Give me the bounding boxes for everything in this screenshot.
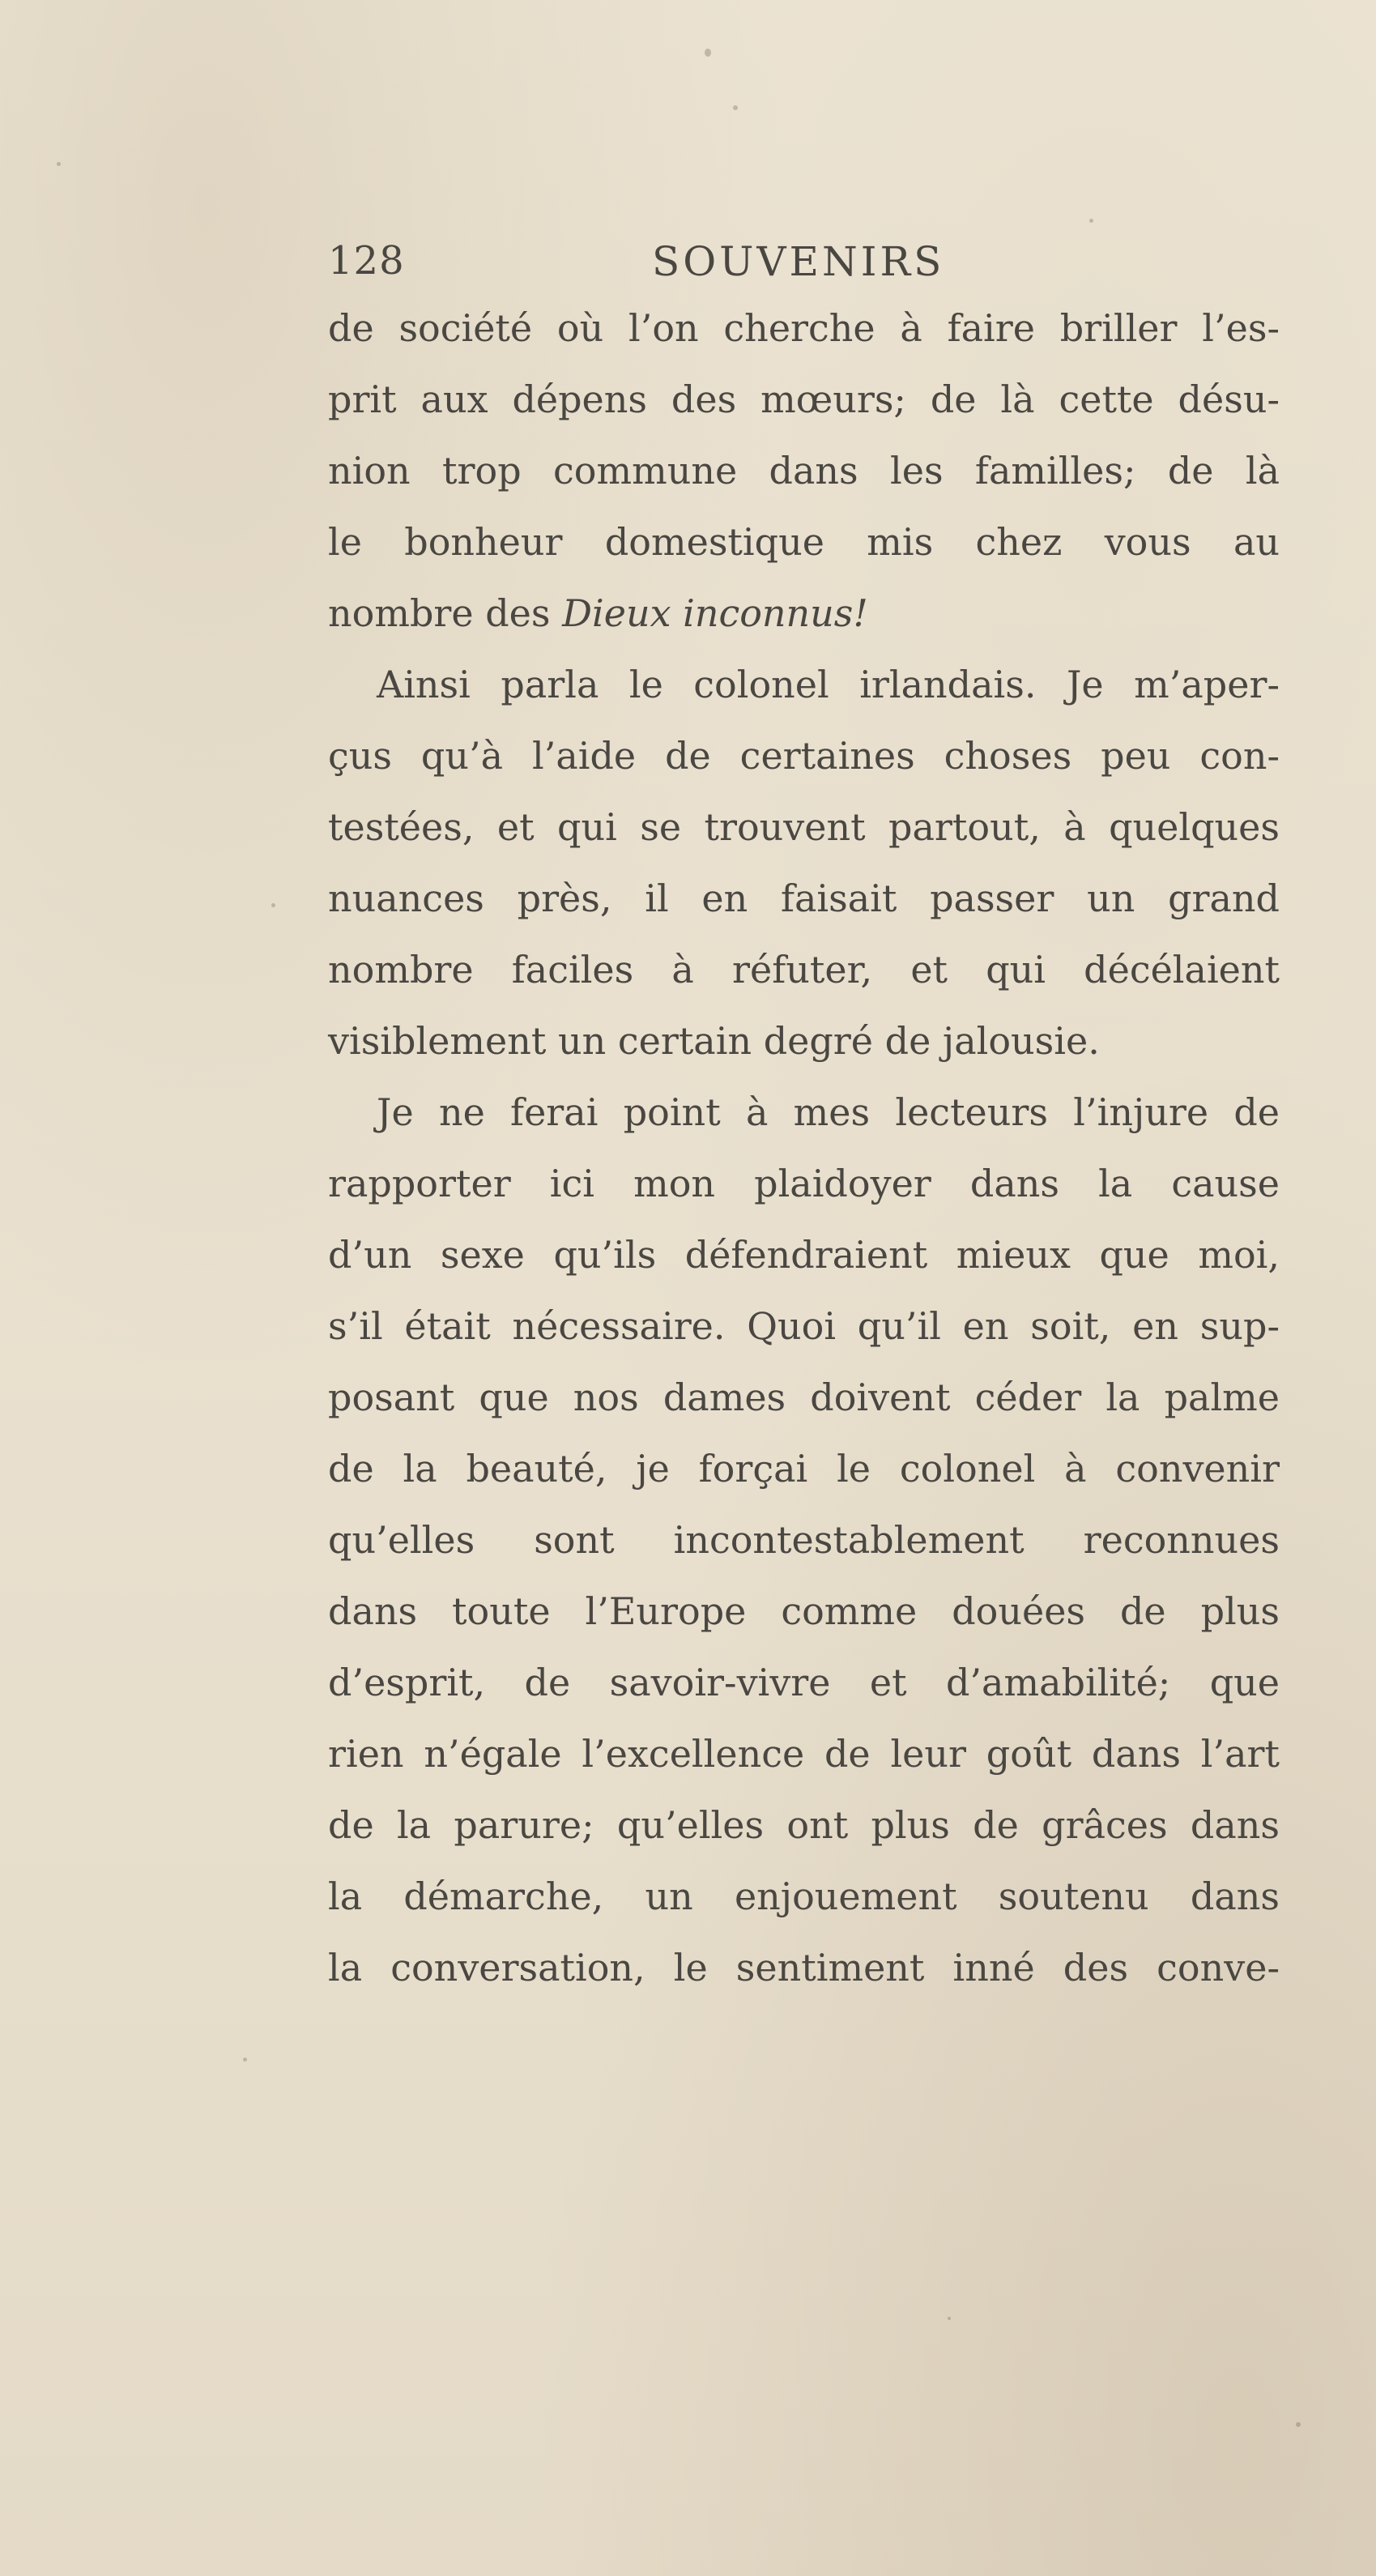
text-line: posant que nos dames doivent céder la palme bbox=[328, 1375, 1280, 1419]
body-text bbox=[328, 292, 1280, 2003]
running-title: SOUVENIRS bbox=[652, 238, 945, 285]
page-number: 128 bbox=[328, 238, 405, 284]
text-line: rapporter ici mon plaidoyer dans la cause bbox=[328, 1162, 1280, 1205]
paragraph-first-line: Je ne ferai point à mes lecteurs l’injure de bbox=[377, 1090, 1280, 1134]
text-line: s’il était nécessaire. Quoi qu’il en soit, en sup- bbox=[328, 1304, 1280, 1348]
text-line: nuances près, il en faisait passer un grand bbox=[328, 876, 1280, 920]
text-line: çus qu’à l’aide de certaines choses peu con- bbox=[328, 734, 1280, 778]
page-header bbox=[328, 232, 1280, 292]
italic-phrase: Dieux inconnus! bbox=[562, 591, 868, 635]
text-line: testées, et qui se trouvent partout, à quelques bbox=[328, 805, 1280, 849]
text-line: qu’elles sont incontestablement reconnues bbox=[328, 1518, 1280, 1562]
paper-speck bbox=[1296, 2422, 1301, 2427]
text-line: le bonheur domestique mis chez vous au bbox=[328, 520, 1280, 564]
text-line: visiblement un certain degré de jalousie. bbox=[328, 1019, 1100, 1063]
text-line: nion trop commune dans les familles; de là bbox=[328, 449, 1280, 493]
paper-speck bbox=[271, 903, 275, 907]
text-line: la démarche, un enjouement soutenu dans bbox=[328, 1874, 1280, 1918]
text-segment: nombre des bbox=[328, 591, 563, 635]
paper-speck bbox=[243, 2058, 247, 2062]
paper-speck bbox=[948, 2317, 951, 2320]
text-line: de société où l’on cherche à faire briller l’es- bbox=[328, 306, 1280, 350]
text-line: d’un sexe qu’ils défendraient mieux que moi, bbox=[328, 1233, 1280, 1277]
text-line: de la beauté, je forçai le colonel à convenir bbox=[328, 1447, 1280, 1491]
text-block bbox=[328, 232, 1280, 2003]
paper-speck bbox=[1089, 219, 1093, 223]
text-line: dans toute l’Europe comme douées de plus bbox=[328, 1589, 1280, 1633]
text-line: rien n’égale l’excellence de leur goût dans l’art bbox=[328, 1732, 1280, 1776]
text-line: la conversation, le sentiment inné des conve- bbox=[328, 1946, 1280, 1990]
text-line: de la parure; qu’elles ont plus de grâces dans bbox=[328, 1803, 1280, 1847]
paper-speck bbox=[57, 162, 61, 166]
text-line: d’esprit, de savoir-vivre et d’amabilité; que bbox=[328, 1661, 1280, 1704]
paragraph-first-line: Ainsi parla le colonel irlandais. Je m’aper- bbox=[377, 663, 1280, 706]
text-line: nombre faciles à réfuter, et qui décélaient bbox=[328, 948, 1280, 992]
paper-speck bbox=[733, 105, 738, 110]
paper-speck bbox=[705, 49, 711, 57]
text-line: prit aux dépens des mœurs; de là cette désu- bbox=[328, 377, 1280, 421]
text-line bbox=[328, 578, 1280, 649]
